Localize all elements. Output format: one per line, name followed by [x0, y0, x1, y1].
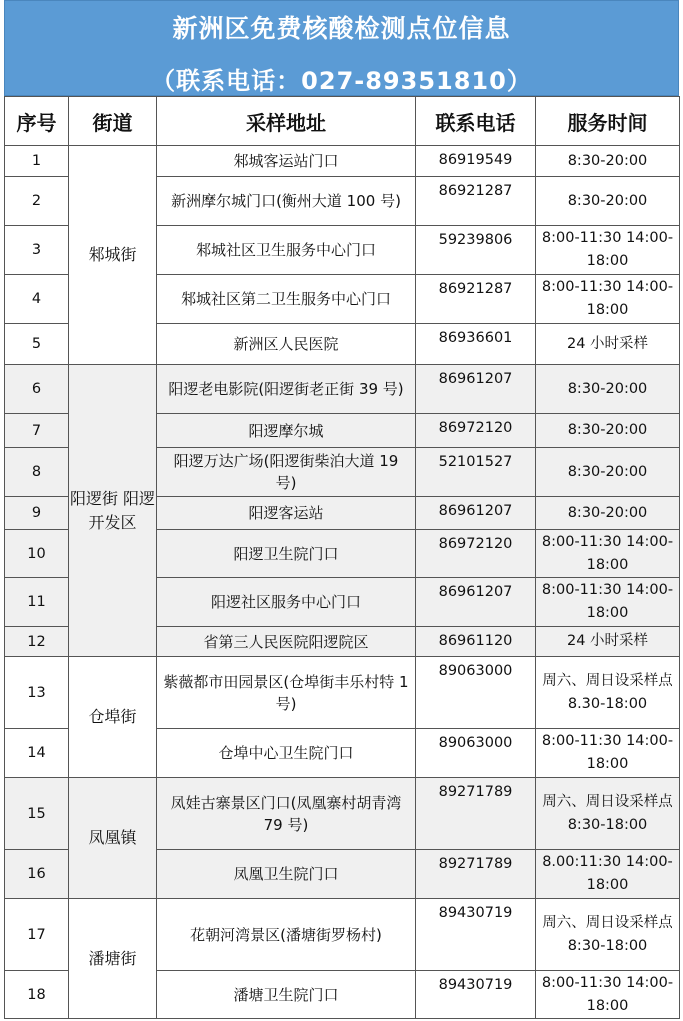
phone-cell: 86961207 [416, 365, 536, 414]
address-cell: 凤凰卫生院门口 [157, 850, 416, 899]
time-cell: 8:00-11:30 14:00-18:00 [536, 729, 680, 778]
time-cell: 8:30-20:00 [536, 146, 680, 177]
phone-cell: 86972120 [416, 530, 536, 578]
row-number: 2 [5, 177, 69, 226]
phone-cell: 89271789 [416, 850, 536, 899]
time-cell: 8.00:11:30 14:00-18:00 [536, 850, 680, 899]
col-header-time: 服务时间 [536, 97, 680, 146]
row-number: 13 [5, 657, 69, 729]
col-header-address: 采样地址 [157, 97, 416, 146]
street-cell: 仓埠街 [69, 657, 157, 778]
phone-cell: 86919549 [416, 146, 536, 177]
street-cell: 潘塘街 [69, 899, 157, 1019]
phone-cell: 86961120 [416, 627, 536, 657]
address-cell: 阳逻社区服务中心门口 [157, 578, 416, 627]
address-cell: 凤娃古寨景区门口(凤凰寨村胡青湾 79 号) [157, 778, 416, 850]
phone-cell: 86972120 [416, 414, 536, 448]
address-cell: 邾城客运站门口 [157, 146, 416, 177]
table-row [5, 657, 680, 729]
phone-cell: 59239806 [416, 226, 536, 275]
row-number: 16 [5, 850, 69, 899]
time-cell: 8:00-11:30 14:00-18:00 [536, 971, 680, 1019]
time-cell: 8:30-20:00 [536, 448, 680, 497]
row-number: 12 [5, 627, 69, 657]
phone-cell: 86921287 [416, 275, 536, 324]
time-cell: 8:00-11:30 14:00-18:00 [536, 275, 680, 324]
phone-cell: 52101527 [416, 448, 536, 497]
address-cell: 潘塘卫生院门口 [157, 971, 416, 1019]
row-number: 5 [5, 324, 69, 365]
row-number: 6 [5, 365, 69, 414]
time-cell: 8:30-20:00 [536, 414, 680, 448]
time-cell: 8:30-20:00 [536, 177, 680, 226]
testing-sites-table [4, 96, 680, 1019]
phone-cell: 89063000 [416, 657, 536, 729]
address-cell: 省第三人民医院阳逻院区 [157, 627, 416, 657]
phone-cell: 89271789 [416, 778, 536, 850]
row-number: 7 [5, 414, 69, 448]
row-number: 14 [5, 729, 69, 778]
street-cell: 凤凰镇 [69, 778, 157, 899]
row-number: 1 [5, 146, 69, 177]
street-cell: 阳逻街 阳逻开发区 [69, 365, 157, 657]
table-row [5, 778, 680, 850]
address-cell: 新洲区人民医院 [157, 324, 416, 365]
document-title: 新洲区免费核酸检测点位信息 [172, 14, 511, 43]
time-cell: 周六、周日设采样点 8:30-18:00 [536, 778, 680, 850]
phone-cell: 86936601 [416, 324, 536, 365]
address-cell: 仓埠中心卫生院门口 [157, 729, 416, 778]
street-cell: 邾城街 [69, 146, 157, 365]
address-cell: 邾城社区第二卫生服务中心门口 [157, 275, 416, 324]
document [4, 0, 679, 1019]
time-cell: 8:00-11:30 14:00-18:00 [536, 578, 680, 627]
phone-cell: 89063000 [416, 729, 536, 778]
time-cell: 24 小时采样 [536, 324, 680, 365]
phone-cell: 89430719 [416, 899, 536, 971]
time-cell: 周六、周日设采样点 8:30-18:00 [536, 899, 680, 971]
row-number: 17 [5, 899, 69, 971]
address-cell: 阳逻老电影院(阳逻街老正街 39 号) [157, 365, 416, 414]
address-cell: 阳逻万达广场(阳逻街柴泊大道 19 号) [157, 448, 416, 497]
time-cell: 8:00-11:30 14:00-18:00 [536, 530, 680, 578]
phone-cell: 86961207 [416, 578, 536, 627]
time-cell: 8:30-20:00 [536, 497, 680, 530]
row-number: 15 [5, 778, 69, 850]
address-cell: 阳逻客运站 [157, 497, 416, 530]
address-cell: 花朝河湾景区(潘塘街罗杨村) [157, 899, 416, 971]
row-number: 18 [5, 971, 69, 1019]
time-cell: 8:30-20:00 [536, 365, 680, 414]
phone-cell: 86961207 [416, 497, 536, 530]
table-row [5, 146, 680, 177]
row-number: 9 [5, 497, 69, 530]
row-number: 8 [5, 448, 69, 497]
row-number: 4 [5, 275, 69, 324]
time-cell: 8:00-11:30 14:00-18:00 [536, 226, 680, 275]
address-cell: 阳逻卫生院门口 [157, 530, 416, 578]
col-header-street: 街道 [69, 97, 157, 146]
table-row [5, 365, 680, 414]
col-header-phone: 联系电话 [416, 97, 536, 146]
row-number: 10 [5, 530, 69, 578]
col-header-no: 序号 [5, 97, 69, 146]
table-header-row [5, 97, 680, 146]
contact-line: （联系电话：027-89351810） [151, 67, 532, 95]
address-cell: 新洲摩尔城门口(衡州大道 100 号) [157, 177, 416, 226]
address-cell: 邾城社区卫生服务中心门口 [157, 226, 416, 275]
address-cell: 阳逻摩尔城 [157, 414, 416, 448]
row-number: 3 [5, 226, 69, 275]
document-header [4, 0, 679, 96]
time-cell: 周六、周日设采样点 8.30-18:00 [536, 657, 680, 729]
table-row [5, 899, 680, 971]
row-number: 11 [5, 578, 69, 627]
time-cell: 24 小时采样 [536, 627, 680, 657]
address-cell: 紫薇都市田园景区(仓埠街丰乐村特 1 号) [157, 657, 416, 729]
phone-cell: 89430719 [416, 971, 536, 1019]
phone-cell: 86921287 [416, 177, 536, 226]
